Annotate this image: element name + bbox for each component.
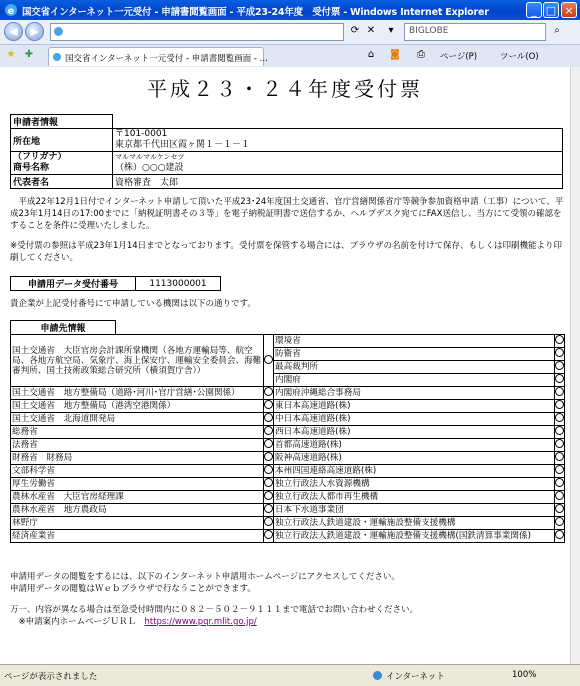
destination-right: 最高裁判所 <box>274 361 555 374</box>
destination-right: 首都高速道路(株) <box>274 439 555 452</box>
homepage-label: ※申請案内ホームページＵＲＬ <box>10 617 145 627</box>
circle-mark-icon <box>264 530 273 539</box>
destination-row <box>11 452 565 465</box>
destinations-intro: 貴企業が上記受付番号にて申請している機関は以下の通りです。 <box>10 299 256 309</box>
destination-right: 日本下水道事業団 <box>274 504 555 517</box>
circle-mark-icon <box>555 530 564 539</box>
circle-mark-icon <box>555 452 564 461</box>
destination-left: 国土交通省 地方整備局（道路･河川･官庁営繕･公園関係） <box>11 387 264 400</box>
feeds-icon[interactable]: ◙ <box>390 49 400 60</box>
destinations-header-table <box>10 320 116 335</box>
circle-mark-icon <box>555 426 564 435</box>
circle-mark-icon <box>555 465 564 474</box>
print-icon[interactable]: ⎙ <box>417 49 425 60</box>
destination-right: 内閣府 <box>274 374 555 387</box>
homepage-line <box>10 616 565 628</box>
search-provider-label: BIGLOBE <box>409 26 449 36</box>
destination-right-mark <box>555 491 565 504</box>
homepage-link[interactable]: https://www.pqr.mlit.go.jp/ <box>144 617 257 627</box>
tab-page-icon <box>52 52 62 62</box>
tab-label: 国交省インターネット一元受付 - 申請書閲覧画面 - ... <box>65 54 268 64</box>
destination-left: 財務省 財務局 <box>11 452 264 465</box>
circle-mark-icon <box>264 491 273 500</box>
search-icon[interactable]: ⌕ <box>554 25 560 36</box>
destination-left: 法務省 <box>11 439 264 452</box>
circle-mark-icon <box>264 439 273 448</box>
blank-cell <box>113 115 563 129</box>
circle-mark-icon <box>555 348 564 357</box>
address-input[interactable] <box>50 23 344 41</box>
circle-mark-icon <box>555 439 564 448</box>
page-icon <box>53 26 64 37</box>
postal-code: 〒101-0001 <box>115 129 168 139</box>
destination-left-mark <box>264 335 274 387</box>
destination-row <box>11 517 565 530</box>
destination-right-mark <box>555 387 565 400</box>
destination-right-mark <box>555 335 565 348</box>
destination-right-mark <box>555 439 565 452</box>
circle-mark-icon <box>555 504 564 513</box>
circle-mark-icon <box>264 413 273 422</box>
destination-row <box>11 387 565 400</box>
destination-row <box>11 413 565 426</box>
destination-row <box>11 491 565 504</box>
page-title: 平成２３・２４年度受付票 <box>147 77 423 101</box>
forward-button[interactable]: ▶ <box>25 22 44 41</box>
page-content <box>0 67 570 664</box>
circle-mark-icon <box>264 426 273 435</box>
circle-mark-icon <box>555 374 564 383</box>
furigana-label: （フリガナ） <box>13 152 67 162</box>
address-label: 所在地 <box>11 129 113 152</box>
circle-mark-icon <box>264 517 273 526</box>
receipt-label: 申請用データ受付番号 <box>11 277 136 291</box>
destination-left-mark <box>264 452 274 465</box>
destination-right: 独立行政法人都市再生機構 <box>274 491 555 504</box>
address-value: 東京都千代田区霞ヶ関１－１－１ <box>115 140 251 150</box>
reference-note: ※受付票の参照は平成23年1月14日までとなっております。受付票を保管する場合には、ブラウザの名前を付けて保存、もしくは印刷機能より印刷してください。 <box>10 241 562 263</box>
destination-right: 防衛省 <box>274 348 555 361</box>
destination-left-mark <box>264 504 274 517</box>
circle-mark-icon <box>264 400 273 409</box>
circle-mark-icon <box>555 491 564 500</box>
destination-right: 本州四国連絡高速道路(株) <box>274 465 555 478</box>
svg-text:e: e <box>7 6 15 17</box>
circle-mark-icon <box>264 387 273 396</box>
destination-right-mark <box>555 517 565 530</box>
browse-instruction-1: 申請用データの閲覧をするには、以下のインターネット申請用ホームページにアクセスしてください。 <box>10 572 400 582</box>
circle-mark-icon <box>555 361 564 370</box>
receipt-number: 1113000001 <box>136 277 221 291</box>
destination-right-mark <box>555 426 565 439</box>
receipt-table <box>10 276 221 291</box>
destination-left-mark <box>264 465 274 478</box>
destination-right: 独立行政法人鉄道建設・運輸施設整備支援機構 <box>274 517 555 530</box>
destination-left-mark <box>264 530 274 543</box>
destination-row <box>11 426 565 439</box>
destination-left: 国土交通省 大臣官房会計課所掌機関（各地方運輸局等、航空局、各地方航空局、気象庁、海上保安庁、運輸安全委員会、海難審判所、国土技術政策総合研究所（横須賀庁舎）） <box>11 335 264 387</box>
destination-left: 文部科学省 <box>11 465 264 478</box>
dropdown-chevron-icon[interactable]: ▾ <box>388 25 394 36</box>
destination-left: 経済産業省 <box>11 530 264 543</box>
zone-label: インターネット <box>386 672 445 682</box>
zoom-level[interactable]: 100% <box>512 670 537 680</box>
destination-row <box>11 504 565 517</box>
favorites-star-icon[interactable]: ★ <box>6 49 16 60</box>
circle-mark-icon <box>555 517 564 526</box>
circle-mark-icon <box>555 413 564 422</box>
destination-right: 西日本高速道路(株) <box>274 426 555 439</box>
destination-right-mark <box>555 361 565 374</box>
applicant-header: 申請者情報 <box>11 115 113 129</box>
circle-mark-icon <box>264 355 273 364</box>
browse-instruction-2: 申請用データの閲覧はＷｅｂブラウザで行なうことができます。 <box>10 584 256 594</box>
destinations-header: 申請先情報 <box>11 321 116 335</box>
circle-mark-icon <box>264 504 273 513</box>
destination-right-mark <box>555 478 565 491</box>
window-titlebar <box>0 0 580 20</box>
circle-mark-icon <box>555 400 564 409</box>
destination-row <box>11 465 565 478</box>
destination-left-mark <box>264 491 274 504</box>
ie-logo-icon <box>4 3 18 17</box>
destination-right-mark <box>555 413 565 426</box>
company-value: （株）○○○建設 <box>115 163 184 173</box>
furigana-value: マルマルマルケンセツ <box>115 153 185 161</box>
status-bar <box>0 664 580 686</box>
destination-right-mark <box>555 374 565 387</box>
destination-row <box>11 400 565 413</box>
destination-row <box>11 530 565 543</box>
destination-left-mark <box>264 439 274 452</box>
stop-icon[interactable]: ✕ <box>366 25 376 36</box>
destination-left-mark <box>264 400 274 413</box>
destination-left-mark <box>264 413 274 426</box>
close-button[interactable]: × <box>561 2 577 18</box>
minimize-button[interactable]: _ <box>526 2 542 18</box>
destination-right: 独立行政法人鉄道建設・運輸施設整備支援機構(国鉄清算事業関係) <box>274 530 555 543</box>
tab-active[interactable] <box>48 47 268 66</box>
destination-row <box>11 439 565 452</box>
notice-paragraph: 平成22年12月1日付でインターネット申請して頂いた平成23･24年度国土交通省、官庁営繕関係省庁等競争参加資格申請（工事）について、平成23年1月14日の17:00までに「納税証明書その３等」を電子納税証明書で送信するか、ヘルプデスク宛てにFAX送信し、当方にて受領の確認をすることを条件に受理いたしました。 <box>10 197 564 231</box>
representative-label: 代表者名 <box>11 175 113 189</box>
tools-menu[interactable]: ツール(O) <box>500 52 539 62</box>
destination-left: 農林水産省 大臣官房経理課 <box>11 491 264 504</box>
back-button[interactable]: ◀ <box>4 22 23 41</box>
tab-toolbar <box>0 45 580 68</box>
destination-row <box>11 335 565 348</box>
destination-right: 内閣府沖縄総合事務局 <box>274 387 555 400</box>
status-text: ページが表示されました <box>4 672 98 682</box>
contact-notice: 万一、内容が異なる場合は至急受付時間内に０８２－５０２－９１１１まで電話でお問い合わせください。 <box>10 605 419 615</box>
add-favorite-icon[interactable]: ✚ <box>24 49 34 60</box>
circle-mark-icon <box>555 478 564 487</box>
destination-left: 農林水産省 地方農政局 <box>11 504 264 517</box>
refresh-icon[interactable]: ⟳ <box>350 25 360 36</box>
circle-mark-icon <box>555 387 564 396</box>
destination-left: 国土交通省 北海道開発局 <box>11 413 264 426</box>
destinations-table <box>10 334 565 543</box>
destination-row <box>11 478 565 491</box>
search-input[interactable] <box>404 23 546 41</box>
circle-mark-icon <box>555 335 564 344</box>
destination-right-mark <box>555 465 565 478</box>
destination-left-mark <box>264 426 274 439</box>
maximize-button[interactable]: □ <box>543 2 559 18</box>
address-toolbar <box>0 20 580 45</box>
destination-left-mark <box>264 517 274 530</box>
destination-right: 独立行政法人水資源機構 <box>274 478 555 491</box>
circle-mark-icon <box>264 478 273 487</box>
destination-left: 国土交通省 地方整備局（港湾空港関係） <box>11 400 264 413</box>
destination-left: 厚生労働省 <box>11 478 264 491</box>
destination-right: 環境省 <box>274 335 555 348</box>
vertical-scrollbar[interactable] <box>570 67 580 664</box>
destination-right: 中日本高速道路(株) <box>274 413 555 426</box>
destination-right-mark <box>555 504 565 517</box>
destination-left: 総務省 <box>11 426 264 439</box>
destination-right: 東日本高速道路(株) <box>274 400 555 413</box>
circle-mark-icon <box>264 465 273 474</box>
window-title: 国交省インターネット一元受付 - 申請書閲覧画面 - 平成23-24年度 受付票 - Windows Internet Explorer <box>22 7 489 18</box>
circle-mark-icon <box>264 452 273 461</box>
internet-zone-icon <box>372 670 383 681</box>
destination-right: 阪神高速道路(株) <box>274 452 555 465</box>
destination-left: 林野庁 <box>11 517 264 530</box>
applicant-table <box>10 114 563 189</box>
destination-left-mark <box>264 478 274 491</box>
home-icon[interactable]: ⌂ <box>367 49 375 60</box>
destination-left-mark <box>264 387 274 400</box>
destination-right-mark <box>555 452 565 465</box>
company-label: 商号名称 <box>13 163 50 173</box>
representative-value: 資格審査 太郎 <box>113 175 563 189</box>
destination-right-mark <box>555 348 565 361</box>
destination-right-mark <box>555 400 565 413</box>
destination-right-mark <box>555 530 565 543</box>
page-menu[interactable]: ページ(P) <box>440 52 478 62</box>
